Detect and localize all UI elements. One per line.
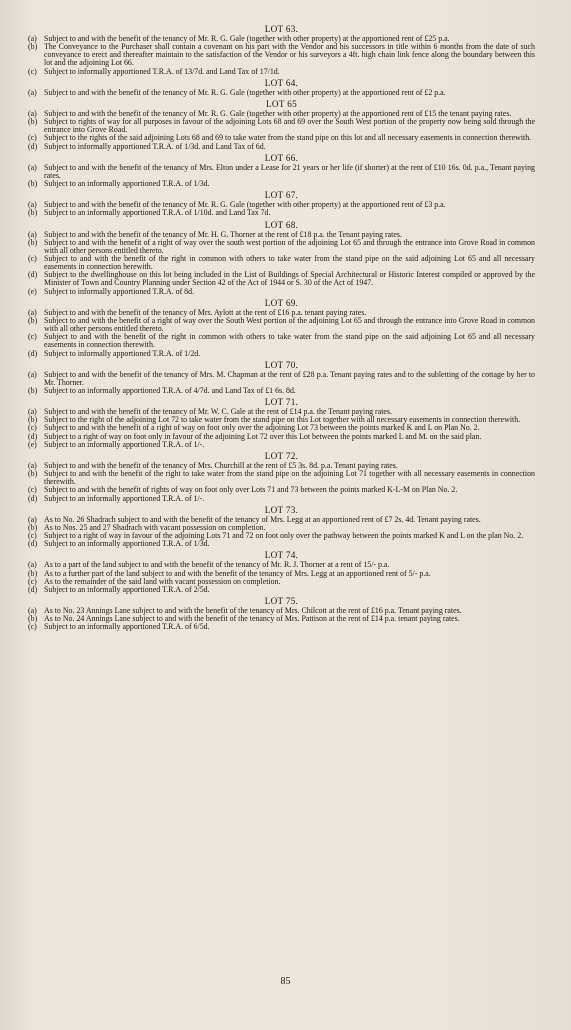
clause-label: (d): [28, 431, 38, 441]
lot-section: [28, 505, 535, 549]
clause-label: (a): [28, 162, 37, 172]
clause-text: Subject to and with the benefit of the tenancy of Mrs. Aylott at the rent of £16 p.a. tenant paying rates.: [44, 307, 367, 317]
lot-title: LOT 67.: [264, 190, 299, 201]
clause-text: Subject to a right of way in favour of the adjoining Lots 71 and 72 on foot only over the pathway between the points marked K and L on the plan No. 2.: [44, 531, 524, 541]
clause: [28, 209, 535, 217]
clause-label: (a): [28, 87, 37, 97]
lot-title: LOT 70.: [264, 359, 299, 370]
lot-title: LOT 63.: [264, 24, 299, 34]
clause-text: Subject to an informally apportioned T.R.A. of 1/-.: [44, 439, 205, 449]
clause: [28, 623, 535, 631]
lot-section: [28, 24, 535, 76]
lot-title: LOT 64.: [264, 77, 299, 88]
clause-text: Subject to and with the benefit of the tenancy of Mr. H. G. Thorner at the rent of £18 p.a. the Tenant paying rates.: [44, 229, 402, 239]
clause-label: (d): [28, 493, 38, 503]
clause-label: (a): [28, 560, 37, 570]
lot-title: LOT 72.: [264, 450, 299, 461]
clause: [28, 387, 535, 395]
lot-title: LOT 69.: [264, 297, 299, 308]
clause-text: Subject to and with the benefit of a right of way over the South West portion of the adjoining Lot 65 and through the entrance into Grove Road in common with all other persons entitled thereto.: [44, 315, 535, 334]
clause-text: Subject to and with the benefit of rights of way on foot only over Lots 71 and 73 between the points marked K-L-M on Plan No. 2.: [44, 485, 458, 495]
clause: [28, 495, 535, 503]
clause-text: Subject to the rights of the said adjoining Lots 68 and 69 to take water from the stand pipe on this lot and all necessary easements in connection therewith.: [44, 133, 532, 143]
clause-label: (a): [28, 407, 37, 417]
clause-label: (e): [28, 286, 37, 296]
clause-label: (b): [28, 415, 38, 425]
clause: [28, 89, 535, 97]
lot-section: [28, 99, 535, 151]
clause-label: (a): [28, 200, 37, 210]
clause: [28, 317, 535, 333]
clause-text: Subject to an informally apportioned T.R.A. of 2/5d.: [44, 584, 210, 594]
lot-section: [28, 78, 535, 97]
lot-title: LOT 74.: [264, 550, 299, 561]
clause-label: (c): [28, 332, 37, 342]
clause-label: (a): [28, 369, 37, 379]
clause: [28, 441, 535, 449]
clause-label: (b): [28, 237, 38, 247]
clause-text: Subject to and with the benefit of the right to take water from the stand pipe on the adjoining Lot 71 together with all necessary easements in connection therewith.: [44, 469, 535, 487]
clause-text: Subject to an informally apportioned T.R.A. of 1/10d. and Land Tax 7d.: [44, 208, 271, 218]
clause-label: (e): [28, 439, 37, 449]
clause-text: Subject to an informally apportioned T.R.A. of 1/3d.: [44, 179, 210, 189]
clause-label: (d): [28, 348, 38, 358]
clause: [28, 288, 535, 296]
clause-text: Subject to the dwellinghouse on this lot being included in the List of Buildings of Special Architectural or Historic Interest compiled or approved by the Minister of Town and Country Planning under Section 42 of the Act of 1944 or S. 30 of the Act of 1947.: [44, 270, 535, 288]
lot-title: LOT 65: [266, 98, 297, 109]
clause-text: Subject to and with the benefit of the tenancy of Mr. R. G. Gale (together with other property) at the apportioned rent of £25 p.a.: [44, 34, 450, 43]
lot-title: LOT 71.: [264, 397, 299, 408]
clause-label: (c): [28, 253, 37, 263]
clause-label: (c): [28, 485, 37, 495]
clause-text: Subject to and with the benefit of the tenancy of Mr. W. C. Gale at the rent of £14 p.a. the Tenant paying rates.: [44, 407, 392, 417]
clause-text: Subject to rights of way for all purposes in favour of the adjoining Lots 68 and 69 over the South West portion of the property now being sold through the entrance into Grove Road.: [44, 117, 535, 135]
clause-label: (c): [28, 66, 37, 76]
lot-section: [28, 298, 535, 358]
clause: [28, 470, 535, 486]
clause-label: (b): [28, 522, 38, 532]
clause-label: (b): [28, 386, 38, 395]
clause: [28, 239, 535, 255]
lot-title: LOT 66.: [264, 152, 299, 163]
clause: [28, 333, 535, 349]
lot-section: [28, 220, 535, 296]
clause-label: (b): [28, 117, 38, 127]
clause: [28, 586, 535, 594]
clause-text: As to No. 26 Shadrach subject to and with the benefit of the tenancy of Mrs. Legg at an apportioned rent of £7 2s. 4d. Tenant paying rates.: [44, 514, 481, 524]
clause: [28, 271, 535, 287]
clause-label: (b): [28, 179, 38, 189]
clause-text: Subject to informally apportioned T.R.A. of 13/7d. and Land Tax of 17/1d.: [44, 66, 280, 76]
clause-text: Subject to and with the benefit of the tenancy of Mr. R. G. Gale (together with other property) at the apportioned rent of £2 p.a.: [44, 87, 446, 97]
clause-label: (a): [28, 307, 37, 317]
clause-label: (c): [28, 622, 37, 632]
lot-section: [28, 397, 535, 449]
clause-label: (b): [28, 614, 38, 624]
clause-text: Subject to an informally apportioned T.R.A. of 1/3d.: [44, 539, 210, 549]
lot-section: [28, 596, 535, 631]
clause-label: (d): [28, 584, 38, 594]
clause: [28, 540, 535, 548]
clause: [28, 118, 535, 134]
clause: [28, 143, 535, 151]
clause-label: (c): [28, 576, 37, 586]
lot-title: LOT 75.: [264, 595, 299, 606]
clause-text: Subject to informally apportioned T.R.A. of 1/3d. and Land Tax of 6d.: [44, 141, 266, 151]
clause-text: Subject to informally apportioned T.R.A. of 1/2d.: [44, 348, 201, 358]
clause-text: Subject to an informally apportioned T.R.A. of 4/7d. and Land Tax of £1 6s. 8d.: [44, 386, 296, 395]
clause: [28, 255, 535, 271]
clause-text: As to No. 24 Annings Lane subject to and with the benefit of the tenancy of Mrs. Pattison at the rent of £14 p.a. tenant paying rates.: [44, 614, 460, 624]
clause-label: (a): [28, 460, 37, 470]
clause-label: (b): [28, 315, 38, 325]
lot-title: LOT 68.: [264, 219, 299, 230]
clause-text: Subject to an informally apportioned T.R.A. of 1/-.: [44, 493, 205, 503]
clause-label: (c): [28, 423, 37, 433]
clause: [28, 68, 535, 76]
clause-text: Subject to and with the benefit of the tenancy of Mr. R. G. Gale (together with other property) at the apportioned rent of £15 the tenant paying rates.: [44, 108, 512, 118]
clause-label: (b): [28, 208, 38, 218]
clause-label: (a): [28, 108, 37, 118]
clause-text: Subject to and with the benefit of the tenancy of Mrs. Churchill at the rent of £5 3s. 8d. p.a. Tenant paying rates.: [44, 460, 398, 470]
clause-label: (a): [28, 514, 37, 524]
clause-text: Subject to informally apportioned T.R.A. of 8d.: [44, 286, 195, 296]
clause-text: Subject to and with the benefit of a right of way over the south west portion of the adjoining Lot 65 and through the entrance into Grove Road in common with all other persons entitled thereto.: [44, 237, 535, 255]
clause-label: (d): [28, 270, 38, 280]
clause-label: (a): [28, 34, 37, 43]
lot-section: [28, 153, 535, 188]
clause-text: The Conveyance to the Purchaser shall contain a covenant on his part with the Vendor and his successors in title within 6 months from the date of such conveyance to erect and thereafter maintain to the satisfaction of the Vendor or his surveyors a 4ft. high chain link fence along the boundary between this lot and the adjoining Lot 66.: [44, 42, 535, 68]
clause-label: (b): [28, 469, 38, 479]
clause: [28, 350, 535, 358]
lot-title: LOT 73.: [264, 504, 299, 515]
clause-text: Subject to and with the benefit of the tenancy of Mrs. Elton under a Lease for 21 years or her life (if shorter) at the rent of £10 16s. 0d. p.a., Tenant paying rates.: [44, 162, 535, 180]
clause-text: Subject to and with the benefit of the tenancy of Mrs. M. Chapman at the rent of £28 p.a. Tenant paying rates and to the subletting of the cottage by her to Mr. Thorner.: [44, 369, 535, 387]
clause: [28, 180, 535, 188]
clause-text: Subject to the right of the adjoining Lot 72 to take water from the stand pipe on this Lot together with all necessary easements in connection therewith.: [44, 415, 521, 425]
clause-text: Subject to and with the benefit of the right in common with others to take water from the stand pipe on the said adjoining Lot 65 and all necessary easements in connection therewith.: [44, 332, 535, 350]
clause: [28, 371, 535, 387]
clause-text: Subject to an informally apportioned T.R.A. of 6/5d.: [44, 622, 210, 632]
page-number: 85: [280, 976, 291, 987]
clause-text: As to No. 23 Annings Lane subject to and with the benefit of the tenancy of Mrs. Chilcott at the rent of £16 p.a. Tenant paying rates.: [44, 605, 462, 615]
clause-text: Subject to a right of way on foot only in favour of the adjoining Lot 72 over this Lot between the points marked L and M. on the said plan.: [44, 431, 482, 441]
lot-section: [28, 360, 535, 395]
clause-label: (c): [28, 531, 37, 541]
clause-label: (a): [28, 229, 37, 239]
clause-label: (a): [28, 605, 37, 615]
clause-text: As to a further part of the land subject to and with the benefit of the tenancy of Mrs. Legg at an apportioned rent of 5/- p.a.: [44, 568, 431, 578]
clause-text: As to Nos. 25 and 27 Shadrach with vacant possession on completion.: [44, 522, 266, 532]
lot-section: [28, 190, 535, 217]
lots-list: [28, 24, 535, 631]
clause-text: As to the remainder of the said land with vacant possession on completion.: [44, 576, 281, 586]
clause-label: (b): [28, 568, 38, 578]
clause-text: As to a part of the land subject to and with the benefit of the tenancy of Mr. R. J. Thorner at a rent of 15/- p.a.: [44, 560, 390, 570]
clause-label: (b): [28, 42, 38, 52]
clause: [28, 43, 535, 67]
clause-label: (c): [28, 133, 37, 143]
lot-section: [28, 451, 535, 503]
clause-label: (d): [28, 539, 38, 549]
clause-text: Subject to and with the benefit of a right of way on foot only over the adjoining Lot 73 between the points marked K and L on Plan No. 2.: [44, 423, 480, 433]
clause: [28, 164, 535, 180]
clause-label: (d): [28, 141, 38, 151]
clause-text: Subject to and with the benefit of the tenancy of Mr. R. G. Gale (together with other property) at the apportioned rent of £3 p.a.: [44, 200, 446, 210]
lot-section: [28, 550, 535, 594]
clause-text: Subject to and with the benefit of the right in common with others to take water from the stand pipe on the said adjoining Lot 65 and all necessary easements in connection herewith.: [44, 253, 535, 272]
